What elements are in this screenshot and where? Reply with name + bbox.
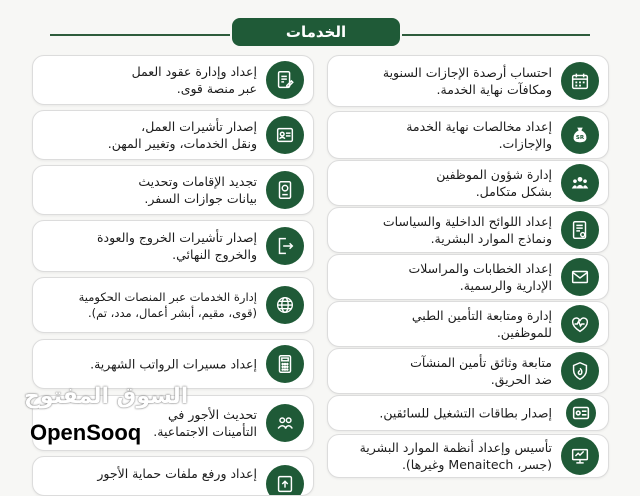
- fire-shield-icon: [561, 352, 599, 390]
- service-text: إدارة الخدمات عبر المنصات الحكومية (قوى، مقيم، أبشر أعمال، مدد، تم).: [78, 290, 257, 320]
- document-edit-icon: [266, 61, 304, 99]
- service-text: إصدار بطاقات التشغيل للسائقين.: [379, 405, 552, 421]
- heart-pulse-icon: [561, 305, 599, 343]
- service-card-fire-insurance: [327, 348, 609, 394]
- service-text: إعداد مخالصات نهاية الخدمة والإجازات.: [406, 119, 552, 151]
- calendar-icon: [561, 62, 599, 100]
- service-text: إعداد اللوائح الداخلية والسياسات ونماذج الموارد البشرية.: [382, 214, 552, 246]
- service-card-settlements: [327, 111, 609, 159]
- service-card-wps: [32, 456, 314, 496]
- service-text: إصدار تأشيرات الخروج والعودة والخروج النهائي.: [96, 230, 257, 262]
- service-card-employee-affairs: [327, 160, 609, 206]
- exit-door-icon: [266, 227, 304, 265]
- service-text: إصدار تأشيرات العمل، ونقل الخدمات، وتغيير المهن.: [107, 119, 257, 151]
- service-text: إعداد مسيرات الرواتب الشهرية.: [90, 356, 257, 372]
- service-card-gov-platforms: [32, 277, 314, 333]
- service-text: إدارة ومتابعة التأمين الطبي للموظفين.: [411, 308, 552, 340]
- money-bag-icon: [561, 116, 599, 154]
- service-card-policies: [327, 207, 609, 253]
- service-text: تحديث الأجور في التأمينات الاجتماعية.: [153, 407, 257, 439]
- calculator-icon: [266, 345, 304, 383]
- id-card-icon: [266, 116, 304, 154]
- license-card-icon: [566, 398, 596, 428]
- svg-text:SR: SR: [575, 135, 585, 142]
- service-text: تجديد الإقامات وتحديث بيانات جوازات السفر.: [138, 174, 257, 206]
- header-divider-left: [50, 34, 230, 36]
- globe-icon: [266, 286, 304, 324]
- service-card-work-visas: [32, 110, 314, 160]
- envelope-icon: [561, 258, 599, 296]
- policy-document-icon: [561, 211, 599, 249]
- opensooq-logo: OpenSooq: [30, 420, 142, 445]
- passport-icon: [266, 171, 304, 209]
- header-divider-right: [402, 34, 590, 36]
- upload-file-icon: [266, 465, 304, 496]
- service-card-leave-balances: [327, 55, 609, 107]
- service-text: إدارة شؤون الموظفين بشكل متكامل.: [436, 167, 552, 199]
- watermark-arabic: السوق المفتوح: [24, 384, 189, 409]
- service-text: تأسيس وإعداد أنظمة الموارد البشرية (جسر، Menaitech وغيرها).: [359, 440, 552, 472]
- service-text: احتساب أرصدة الإجازات السنوية ومكافآت نهاية الخدمة.: [382, 65, 552, 97]
- service-card-medical-insurance: [327, 301, 609, 347]
- service-card-payroll: [32, 339, 314, 389]
- service-card-letters: [327, 254, 609, 300]
- page-title: الخدمات: [232, 18, 400, 46]
- service-text: إعداد الخطابات والمراسلات الإدارية والرسمية.: [408, 261, 552, 293]
- service-text: إعداد ورفع ملفات حماية الأجور: [97, 466, 257, 481]
- service-text: إعداد وإدارة عقود العمل عبر منصة قوى.: [131, 64, 257, 96]
- group-icon: [561, 164, 599, 202]
- service-card-hr-systems: [327, 434, 609, 478]
- service-card-exit-reentry: [32, 220, 314, 272]
- service-card-iqama: [32, 165, 314, 215]
- service-text: متابعة وثائق تأمين المنشآت ضد الحريق.: [410, 355, 552, 387]
- service-card-contracts: [32, 55, 314, 105]
- monitor-icon: [561, 437, 599, 475]
- service-card-driver-cards: [327, 395, 609, 431]
- people-icon: [266, 404, 304, 442]
